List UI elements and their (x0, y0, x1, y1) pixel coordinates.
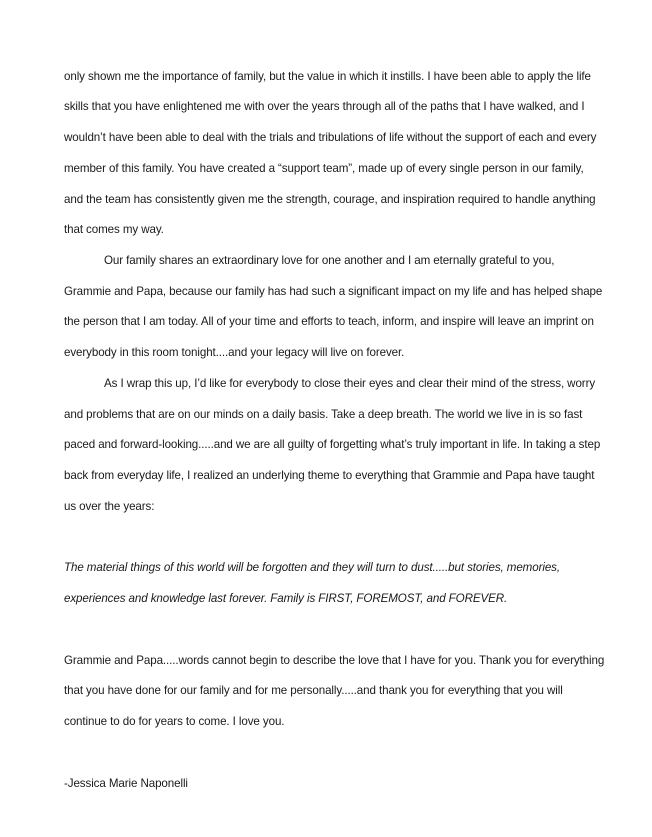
signature: -Jessica Marie Naponelli (64, 777, 188, 790)
text-line: only shown me the importance of family, but the value in which it instills. I have been able to apply the life (64, 70, 591, 83)
text-line: As I wrap this up, I’d like for everybody to close their eyes and clear their mind of the stress, worry (104, 377, 596, 390)
text-line: that you have done for our family and for me personally.....and thank you for everything that you will (64, 684, 563, 697)
text-line: Grammie and Papa.....words cannot begin to describe the love that I have for you. Thank you for everything (64, 654, 605, 667)
text-line: member of this family. You have created a “support team”, made up of every single person in our family, (64, 162, 584, 175)
quote-line: experiences and knowledge last forever. Family is FIRST, FOREMOST, and FOREVER. (64, 592, 508, 605)
text-line: paced and forward-looking.....and we are all guilty of forgetting what’s truly important in life. In taking a step (64, 438, 601, 451)
text-line: that comes my way. (64, 223, 164, 236)
text-line: and problems that are on our minds on a daily basis. Take a deep breath. The world we live in is so fast (64, 408, 583, 421)
text-line: Grammie and Papa, because our family has had such a significant impact on my life and has helped shape (64, 285, 603, 298)
text-line: the person that I am today. All of your time and efforts to teach, inform, and inspire will leave an imprint on (64, 315, 594, 328)
text-line: us over the years: (64, 500, 155, 513)
text-line: Our family shares an extraordinary love for one another and I am eternally grateful to you, (104, 254, 555, 267)
text-line: wouldn’t have been able to deal with the trials and tribulations of life without the support of each and every (64, 131, 597, 144)
text-line: skills that you have enlightened me with over the years through all of the paths that I have walked, and I (64, 100, 585, 113)
text-line: back from everyday life, I realized an underlying theme to everything that Grammie and Papa have taught (64, 469, 595, 482)
text-line: continue to do for years to come. I love you. (64, 715, 285, 728)
text-line: and the team has consistently given me the strength, courage, and inspiration required to handle anything (64, 193, 596, 206)
quote-line: The material things of this world will be forgotten and they will turn to dust.....but stories, memories, (64, 561, 560, 574)
text-line: everybody in this room tonight....and your legacy will live on forever. (64, 346, 405, 359)
